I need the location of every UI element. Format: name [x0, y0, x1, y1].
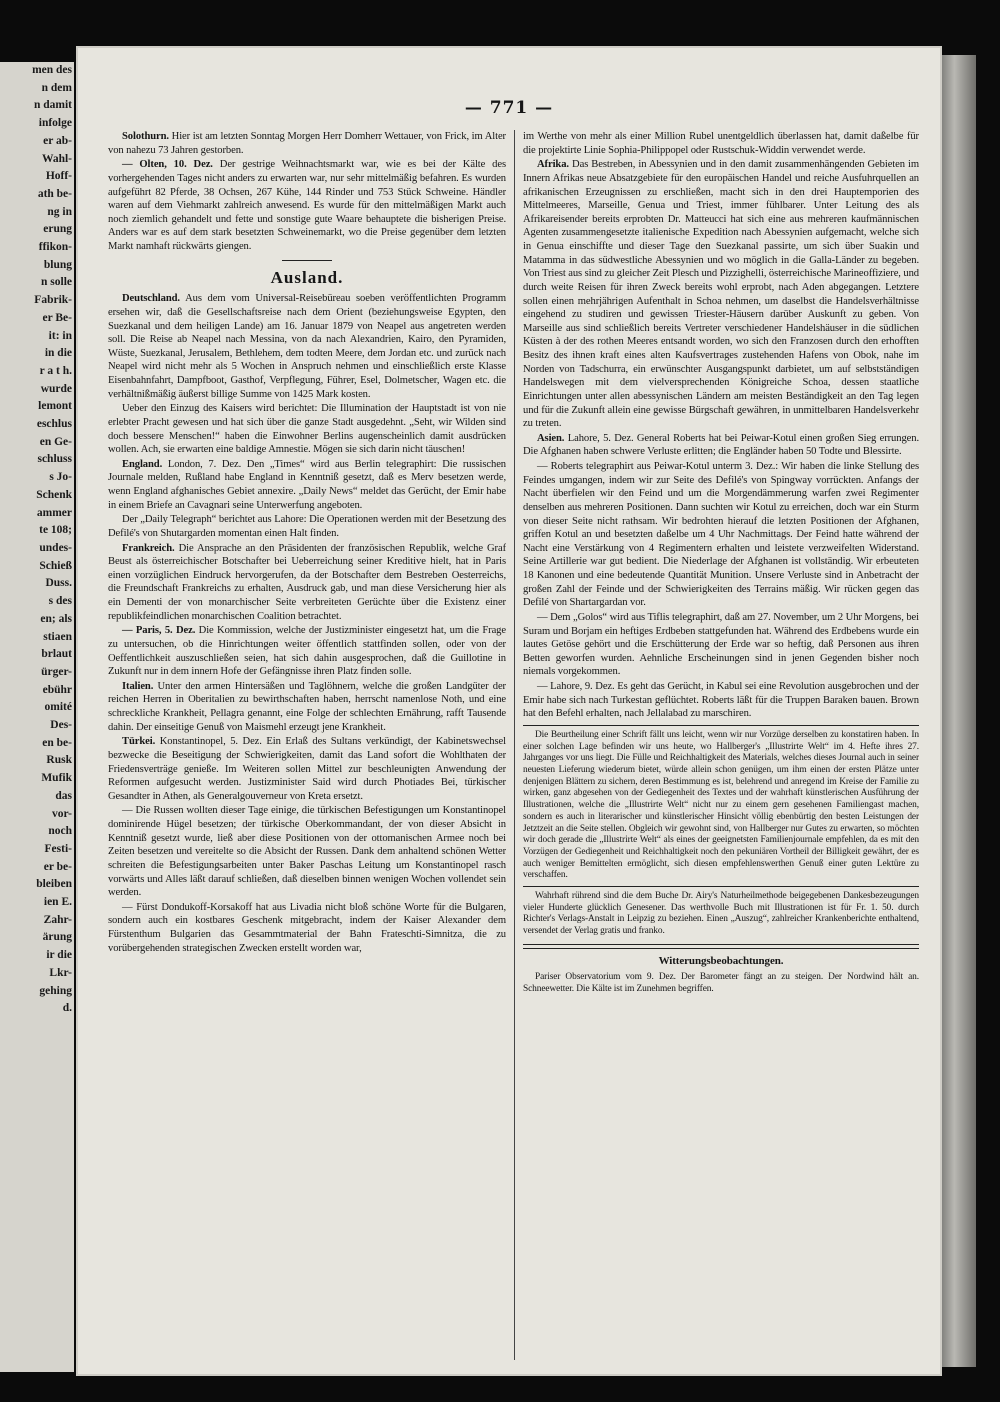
page-number: — 771 —	[464, 98, 554, 118]
prev-column-line: en be-	[42, 736, 72, 749]
article-paragraph	[108, 542, 506, 624]
prev-column-line: stiaen	[43, 630, 72, 643]
article-paragraph	[523, 460, 919, 610]
prev-column-line: it: in	[48, 329, 72, 342]
prev-column-line: Festi-	[44, 842, 72, 855]
article-paragraph	[523, 130, 919, 157]
divider	[523, 725, 919, 726]
article-dateline: Solothurn.	[122, 131, 169, 142]
prev-column-line: noch	[48, 825, 72, 838]
article-text: — Dem „Golos“ wird aus Tiflis telegraphirt, daß am 27. November, um 2 Uhr Morgens, bei Suram und Borjam ein heftiges Erdbeben stattgefunden hat. Während des Erdbebens wurde ein lautes Getöse gehört und die Erschütterung der Erde war so heftig, daß Personen aus ihren Betten geworfen wurden. Aehnliche Erscheinungen sind in jenen Gegenden bisher noch niemals vorgekommen.	[523, 611, 919, 678]
prev-column-line: Wahl-	[41, 152, 72, 165]
article-dateline: — Paris, 5. Dez.	[122, 625, 196, 637]
prev-column-line: schluss	[37, 453, 72, 466]
prev-column-line: Mufik	[41, 772, 72, 785]
prev-column-line: in die	[44, 347, 72, 360]
previous-page-column	[0, 62, 74, 1372]
right-column	[523, 130, 919, 1370]
prev-column-line: Hoff-	[45, 170, 72, 183]
article-paragraph	[108, 513, 506, 540]
prev-column-line: n solle	[41, 276, 72, 289]
prev-column-line: Lkr-	[49, 966, 72, 979]
prev-column-line: eschlus	[36, 418, 72, 431]
double-divider	[523, 944, 919, 949]
prev-column-line: ffikon-	[38, 241, 72, 254]
article-dateline: Deutschland.	[122, 293, 180, 305]
prev-column-line: ammer	[36, 506, 72, 519]
article-paragraph	[108, 458, 506, 513]
article-text: Das Bestreben, in Abessynien und in den damit zusammenhängenden Gebieten im Innern Afrikas neue Absatzgebiete für den europäischen Handel und reiche Ausfuhrquellen an afrikanischen Erzeugnissen zu erschließen, macht sich in den drei Hauptemporien des Mittelmeeres, Marseille, Genua und Triest, immer fühlbarer. Unter Leitung des als Afrikareisender bereits erprobten Dr. Matteucci hat sich eine aus mehreren kaufmännischen Agenten zusammengesetzte italienische Expedition nach Abessynien aufgemacht, welche sich in Genua einschiffte und dieser Tage den Suezkanal passirte, um sich über Suakin und Matamma in das südwestliche Abessynien und wo möglich in die Galla-Länder zu begeben. Von Triest aus sind zu gleicher Zeit Plesch und Pizzighelli, österreichische Marineoffiziere, und durch weite Reisen für ihren Zweck bereits wohl erprobt, nach Aden abgegangen. Letztere sollen einen mehrjährigen Aufenthalt in Schoa nehmen, um daselbst die Handelsverhältnisse eingehend zu studiren und gewissen Triester-Häusern darüber Auskunft zu geben. Von Marseille aus sind schließlich bereits Vertreter verschiedener Handelshäuser in die südlichen Küsten à der des rothen Meeres entsandt worden, wo sich den Franzosen durch den erhofften Besitz des ihnen kraft eines alten Kaufsvertrages zustehenden Hafens von Obok, nahe im Norden von Tadschurra, ein erwünschter Ausgangspunkt darbietet, um auf selbstständigen Handelswegen mit dem vielversprechenden Königreiche Schoa, dessen staatliche Einrichtungen unter allen abessynischen Ländern am meisten Beständigkeit an den Tag legen und für die Zukunft allein eine gewisse Bürgschaft gewähren, in unmittelbaren Handelsverkehr zu treten.	[523, 159, 919, 430]
article-paragraph	[523, 680, 919, 721]
prev-column-line: undes-	[39, 541, 72, 554]
section-rule	[282, 260, 332, 261]
article-dateline: Türkei.	[122, 736, 156, 748]
article-paragraph	[108, 158, 506, 253]
article-dateline: — Olten, 10. Dez.	[122, 159, 213, 171]
prev-column-line: infolge	[38, 117, 72, 130]
article-paragraph	[108, 804, 506, 899]
prev-column-line: omité	[44, 701, 72, 714]
prev-column-line: ürger-	[41, 665, 72, 678]
prev-column-line: er be-	[43, 860, 72, 873]
prev-column-line: Zahr-	[43, 913, 72, 926]
column-divider	[514, 130, 515, 1360]
prev-column-line: gehing	[39, 984, 72, 997]
article-text: Die Ansprache an den Präsidenten der französischen Republik, welche Graf Beust als österreichischer Botschafter bei Ueberreichung seiner Kreditive hielt, hat in Paris einen vorzüglichen Eindruck hervorgerufen, da der Botschafter dem Bestreben Oesterreichs, die Freundschaft Frankreichs zu erhalten, Ausdruck gab, und man diese Versicherung hier als ein Dementi der von monarchischer Seite verbreiteten Gerüchte über die Existenz einer republikfeindlichen monarchischen Coalition betrachtet.	[108, 542, 506, 622]
prev-column-line: te 108;	[39, 524, 72, 537]
article-dateline: Asien.	[537, 432, 565, 444]
article-paragraph	[108, 680, 506, 735]
prev-column-line: n damit	[33, 99, 72, 112]
prev-column-line: en; als	[40, 612, 72, 625]
prev-column-line: Rusk	[46, 754, 72, 767]
prev-column-line: bleiben	[36, 878, 72, 891]
prev-column-line: s Jo-	[49, 471, 72, 484]
article-text: Konstantinopel, 5. Dez. Ein Erlaß des Sultans verkündigt, der Kabinetswechsel bezwecke die Beseitigung der Schwierigkeiten, damit das Land sofort die Wohlthaten der Friedensverträge genieße. Im Weiteren sollen Mittel zur beschleunigten Anwendung der Reformen aufgesucht werden. Justizminister Said wird durch Photiades Bei, türkischer Gesandter in Athen, als Generalgouverneur von Kreta ersetzt.	[108, 736, 506, 802]
article-paragraph	[108, 901, 506, 956]
prev-column-line: n dem	[41, 81, 72, 94]
section-heading: Ausland.	[270, 267, 344, 287]
article-text: — Lahore, 9. Dez. Es geht das Gerücht, in Kabul sei eine Revolution ausgebrochen und der Emir habe sich nach Turkestan geflüchtet. Roberts läßt für die Truppen Baraken bauen. Brown hat den Befehl erhalten, nach Jellalabad zu marschiren.	[523, 681, 919, 720]
prev-column-line: ebühr	[42, 683, 72, 696]
prev-column-line: blung	[43, 258, 72, 271]
article-text: Die Kommission, welche der Justizminister eingesetzt hat, um die Frage zu untersuchen, ob die Hinrichtungen weiter öffentlich stattfinden sollen, oder von der Oeffentlichkeit auszuschließen seien, hat sich dahin ausgesprochen, daß die Guillotine in Zukunft nur in dem innern Hofe der Gefängnisse ihren Platz finden solle.	[108, 625, 506, 678]
article-text: Ueber den Einzug des Kaisers wird berichtet: Die Illumination der Hauptstadt ist von nie erlebter Pracht gewesen und hat sich über die ganze Stadt ausgedehnt. „Seht, wir Wilden sind doch bessere Menschen!“ haben die Einwohner Berlins augenscheinlich damit ausdrücken wollen. Ach, sie erwarten eine baldige Amnestie. Mögen sie sich darin nicht täuschen!	[108, 403, 506, 456]
article-text: — Roberts telegraphirt aus Peiwar-Kotul unterm 3. Dez.: Wir haben die linke Stellung des Feindes umgangen, indem wir zur Seite des Defilé's von Spingway vorrückten. Anfangs der Nacht überfielen wir den Feind und um die Morgendämmerung warfen zwei Regimenter denselben aus mehreren Positionen. Dann suchten wir Kotul zu erreichen, doch war ein Sturm von dieser Seite nicht rathsam. Wir bedrohten hierauf die letzten Positionen der Afghanen, griffen Kotul an und besetzten daßelbe um 4 Uhr Nachmittags. Der Feind hatte während der Nacht eine Verstärkung von 4 Regimentern erhalten und leistete verzweifelten Widerstand. Seine Artillerie war gut bedient. Die Niederlage der Afghanen ist vollständig. Wir erbeuteten 18 Kanonen und eine bedeutende Quantität Munition. Unsere Verluste sind in Anbetracht der großen Zahl der Feinde und der Schwierigkeiten des Terrains mäßig. Wir rücken gegen das Defilé von Shartargardan vor.	[523, 461, 919, 609]
prev-column-line: erung	[43, 223, 72, 236]
article-text: London, 7. Dez. Den „Times“ wird aus Berlin telegraphirt: Die russischen Journale melden, Rußland habe England in Kenntniß gesetzt, daß es Merv besetzen werde, wenn England afghanisches Gebiet annexire. „Daily News“ meldet das Gerücht, der Emir habe in einem Briefe an Cavagnari seine Unterwerfung angeboten.	[108, 458, 506, 511]
prev-column-line: lemont	[38, 400, 72, 413]
article-text: Der „Daily Telegraph“ berichtet aus Lahore: Die Operationen werden mit der Besetzung des Defilé's von Shutargarden momentan einen Halt finden.	[108, 514, 506, 539]
advert-illustrirte-welt: Die Beurtheilung einer Schrift fällt uns leicht, wenn wir nur Vorzüge derselben zu konstatiren haben. In einer solchen Lage befinden wir uns heute, wo Hallberger's „Illustrirte Welt“ im 4. Hefte ihres 27. Jahrganges vor uns liegt. Die Fülle und Reichhaltigkeit des Materials, welches dieses Journal auch in seiner neuesten Lieferung wiederum bietet, würde allein schon genügen, um ihm einen der ersten Plätze unter denjenigen Blättern zu sichern, deren Bestimmung es ist, belehrend und anregend im Kreise der Familie zu wirken, ganz abgesehen von der Gediegenheit des Textes und der wahrhaft künstlerischen Ausführung der Illustrationen, welche die „Illustrirte Welt“ nicht nur zu einem gern gesehenen Familiengast machen, sondern es auch in literarischer und künstlerischer Hinsicht völlig ebenbürtig den besten Leistungen der Jetztzeit an die Seite stellen. Obgleich wir gewohnt sind, von Hallberger nur Gutes zu erwarten, so möchten wir doch gerade die „Illustrirte Welt“ als eines der geeignetsten Familienjournale empfehlen, da es mit den Vorzügen der Gediegenheit und Reichhaltigkeit noch den pekuniären Vortheil der Billigkeit gewährt, der es auch weniger Bemittelten ermöglicht, sich diesen empfehlenswerthen Genuß einer guten Lektüre zu verschaffen.	[523, 729, 919, 881]
prev-column-line: ärung	[42, 931, 72, 944]
article-text: Der gestrige Weihnachtsmarkt war, wie es bei der Kälte des vorhergehenden Tages nicht anders zu erwarten war, nur sehr mittelmäßig befahren. Es wurden aufgeführt 82 Pferde, 38 Ochsen, 267 Kühe, 144 Rinder und 753 Stück Schweine. Händler waren auf dem Viehmarkt zahlreich anwesend. Es wurde für den mittelmäßigen Markt auch noch ziemlich gehandelt und fette und sonstige gute Waare behauptete die bisherigen Preise. Anders war es auf dem stark besetzten Schweinemarkt, wo die Preise gegenüber dem letzten Markt namhaft rückwärts giengen.	[108, 159, 506, 252]
prev-column-line: ath be-	[37, 187, 72, 200]
article-paragraph	[108, 624, 506, 679]
prev-column-line: ir die	[46, 949, 72, 962]
article-text: — Fürst Dondukoff-Korsakoff hat aus Livadia nicht bloß schöne Worte für die Bulgaren, sondern auch ein kostbares Geschenk mitgebracht, indem der Kaiser Alexander dem Fürstenthum Bulgarien das Gesammtmaterial der Bahn Frateschti-Simnitza, die zu vorübergehenden strategischen Zwecken erstellt worden war,	[108, 901, 506, 954]
article-paragraph	[523, 158, 919, 431]
prev-column-line: d.	[62, 1002, 72, 1015]
article-text: Unter den armen Hintersäßen und Taglöhnern, welche die großen Landgüter der reichen Herren in Oberitalien zu bewirthschaften haben, herrscht namenlose Noth, und eine schreckliche Krankheit, Pellagra genannt, eine Folge der schlechten Ernährung, rafft Tausende dahin. Der einseitige Genuß von Maismehl erzeugt jene Krankheit.	[108, 680, 506, 733]
article-dateline: Italien.	[122, 680, 154, 692]
weather-heading: Witterungsbeobachtungen.	[658, 954, 784, 967]
article-text: Aus dem vom Universal-Reisebüreau soeben veröffentlichten Programm ersehen wir, daß die Gesellschaftsreise nach dem Orient (beziehungsweise Egypten, den Suezkanal und dem heiligen Lande) am 16. Januar 1879 von Neapel aus angetreten werden soll. Die Reise ab Neapel nach Messina, von da nach Alexandrien, Kairo, den Pyramiden, Wüste, Suezkanal, Jerusalem, Bethlehem, dem todten Meere, dem Jordan etc. und zurück nach Neapel wird nicht mehr als 5 Wochen in Anspruch nehmen und einschließlich erste Klasse Eisenbahnfahrt, Dampfboot, Gasthof, Verpflegung, Führer, Esel, Dolmetscher, Wagen etc. die verhältnißmäßig äußerst billige Summe von 1425 Mark kosten.	[108, 293, 506, 400]
prev-column-line: Schenk	[36, 488, 72, 501]
left-column	[108, 130, 506, 1370]
article-paragraph	[523, 611, 919, 679]
prev-column-line: Fabrik-	[34, 294, 72, 307]
prev-column-line: das	[55, 789, 72, 802]
article-paragraph	[108, 292, 506, 401]
article-paragraph	[108, 130, 506, 157]
article-text: Hier ist am letzten Sonntag Morgen Herr Domherr Wettauer, von Frick, im Alter von nahezu 73 Jahren gestorben.	[108, 131, 506, 156]
newspaper-page	[78, 48, 940, 1374]
article-dateline: Frankreich.	[122, 542, 175, 554]
article-paragraph	[108, 735, 506, 803]
article-text: Lahore, 5. Dez. General Roberts hat bei Peiwar-Kotul einen großen Sieg errungen. Die Afghanen haben schwere Verluste erlitten; die Engländer haben 50 Todte und Blessirte.	[523, 432, 919, 458]
article-paragraph	[108, 402, 506, 457]
prev-column-line: Schieß	[39, 559, 72, 572]
weather-report: Pariser Observatorium vom 9. Dez. Der Barometer fängt an zu steigen. Der Nordwind hält an. Schneewetter. Die Kälte ist im Zunehmen begriffen.	[523, 972, 919, 995]
article-dateline: England.	[122, 458, 163, 470]
article-paragraph	[523, 432, 919, 459]
prev-column-line: ien E.	[43, 896, 72, 909]
prev-column-line: men des	[32, 64, 72, 76]
prev-column-line: s des	[48, 595, 72, 608]
prev-column-line: er ab-	[43, 134, 72, 147]
prev-column-line: Duss.	[45, 577, 72, 590]
page-edge-stack	[940, 55, 976, 1367]
prev-column-line: vor-	[51, 807, 72, 820]
advert-naturheilmethode: Wahrhaft rührend sind die dem Buche Dr. Airy's Naturheilmethode beigegebenen Dankesbezeugungen vieler Hunderte glücklich Genesener. Das werthvolle Buch mit Illustrationen ist für Fr. 1. 50. durch Richter's Verlags-Anstalt in Leipzig zu beziehen. Einen „Auszug“, zahlreicher Krankenberichte enthaltend, versendet der Verlag gratis und franko.	[523, 891, 919, 937]
prev-column-line: brlaut	[41, 648, 72, 661]
article-text: im Werthe von mehr als einer Million Rubel unentgeldlich überlassen hat, damit daßelbe für die projektirte Linie Sophia-Philippopel oder Rustschuk-Widdin verwendet werde.	[523, 131, 919, 156]
article-text: — Die Russen wollten dieser Tage einige, die türkischen Befestigungen um Konstantinopel dominirende Hügel besetzen; der türkische Oberkommandant, der von dieser Absicht in Kenntniß gesetzt wurde, ließ aber diese Positionen von der ottomanischen Armee noch bei Zeiten besetzen und vereitelte so die Absicht der Russen. Dank dem anhaltend schönen Wetter schreiten die Befestigungsarbeiten unter Baker Paschas Leitung um Konstantinopel rasch vorwärts und Alles läßt darauf schließen, daß dieselben binnen wenigen Wochen vollendet sein werden.	[108, 805, 506, 899]
prev-column-line: er Be-	[42, 311, 72, 324]
prev-column-line: en Ge-	[39, 435, 72, 448]
prev-column-line: r a t h.	[39, 364, 72, 377]
article-dateline: Afrika.	[537, 159, 569, 171]
prev-column-line: wurde	[40, 382, 72, 395]
divider	[523, 886, 919, 887]
prev-column-line: Des-	[50, 719, 72, 732]
prev-column-line: ng in	[47, 205, 72, 218]
